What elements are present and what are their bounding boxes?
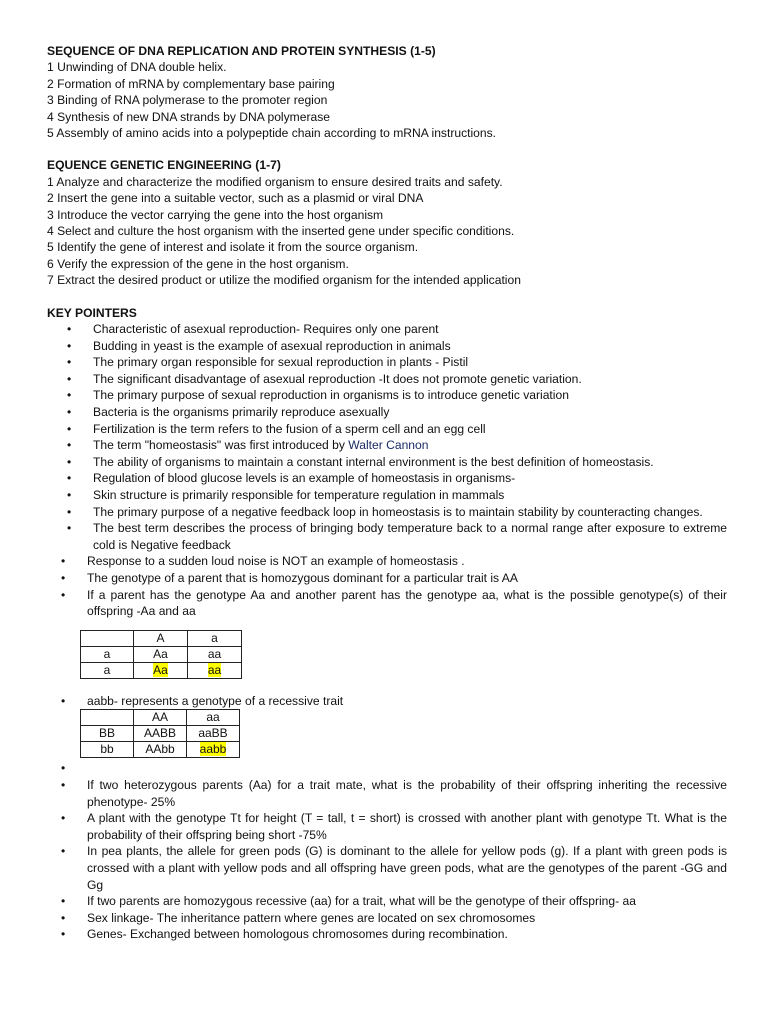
bullet-icon: • <box>61 571 66 585</box>
bullet-icon: • <box>67 521 72 536</box>
list-item: • Sex linkage- The inheritance pattern where genes are located on sex chromosomes <box>61 910 536 925</box>
ge-step-1: 1 Analyze and characterize the modified organism to ensure desired traits and safety. <box>47 174 503 189</box>
bullet-icon: • <box>67 371 72 386</box>
list-item <box>47 760 727 777</box>
key-pointers-list <box>47 321 727 553</box>
table-cell: aa <box>188 646 242 662</box>
bullet-icon: • <box>61 554 66 569</box>
list-item: • The significant disadvantage of asexual reproduction -It does not promote genetic variation. <box>67 371 582 386</box>
table-cell: aa <box>187 710 240 726</box>
bullet-icon: • <box>67 471 72 486</box>
aabb-list <box>47 693 727 710</box>
list-item: • The genotype of a parent that is homozygous dominant for a particular trait is AA <box>61 571 518 585</box>
ge-step-2: 2 Insert the gene into a suitable vector, such as a plasmid or viral DNA <box>47 191 424 206</box>
dna-step-4: 4 Synthesis of new DNA strands by DNA polymerase <box>47 109 330 124</box>
table-cell: aaBB <box>187 726 240 742</box>
list-item: • Characteristic of asexual reproduction- Requires only one parent <box>67 322 439 337</box>
list-item: • The term "homeostasis" was first introduced by Walter Cannon <box>67 438 429 453</box>
ge-step-6: 6 Verify the expression of the gene in the host organism. <box>47 256 349 271</box>
table-row <box>81 662 242 678</box>
table-row <box>81 742 240 758</box>
table-cell <box>187 742 240 758</box>
list-item: • The primary purpose of a negative feedback loop in homeostasis is to maintain stability by counteracting changes. <box>67 504 703 519</box>
highlighted-genotype: Aa <box>153 662 168 677</box>
table-cell: AA <box>134 710 187 726</box>
list-item: • A plant with the genotype Tt for height (T = tall, t = short) is crossed with another plant with genotype Tt. What is the probability of their offspring being short -75% <box>61 811 727 842</box>
bullet-icon: • <box>61 844 66 859</box>
punnett-square-aa <box>80 630 242 679</box>
list-item: • Budding in yeast is the example of asexual reproduction in animals <box>67 338 451 353</box>
table-cell: AAbb <box>134 742 187 758</box>
key-pointers-heading: KEY POINTERS <box>47 305 137 320</box>
bullet-icon: • <box>61 927 66 942</box>
list-item: • If two heterozygous parents (Aa) for a trait mate, what is the probability of their offspring inheriting the recessive phenotype- 25% <box>61 777 727 809</box>
list-item: • Bacteria is the organisms primarily reproduce asexually <box>67 405 390 420</box>
table-cell: bb <box>81 742 134 758</box>
bullet-icon: • <box>67 405 72 420</box>
table-cell: BB <box>81 726 134 742</box>
list-item: • If a parent has the genotype Aa and another parent has the genotype aa, what is the possible genotype(s) of their offspring -Aa and aa <box>61 587 727 619</box>
table-cell: Aa <box>134 646 188 662</box>
list-item: • In pea plants, the allele for green pods (G) is dominant to the allele for yellow pods (g). If a plant with green pods is crossed with a plant with yellow pods and all offspring have green pods, what are the genotypes of the parent -GG and Gg <box>61 844 727 892</box>
bullet-icon: • <box>61 777 66 792</box>
table-cell: AABB <box>134 726 187 742</box>
list-item: • The primary purpose of sexual reproduction in organisms is to introduce genetic variation <box>67 388 569 403</box>
dna-step-3: 3 Binding of RNA polymerase to the promoter region <box>47 93 328 108</box>
bullet-icon: • <box>61 811 66 826</box>
list-item: • Response to a sudden loud noise is NOT an example of homeostasis . <box>61 554 465 569</box>
bullet-icon: • <box>67 504 72 519</box>
table-cell: a <box>81 646 134 662</box>
bullet-icon: • <box>67 421 72 436</box>
table-cell <box>81 630 134 646</box>
table-row <box>81 710 240 726</box>
ge-step-5: 5 Identify the gene of interest and isolate it from the source organism. <box>47 240 419 255</box>
list-item: • aabb- represents a genotype of a recessive trait <box>61 693 344 708</box>
bullet-icon: • <box>61 693 66 708</box>
bullet-icon: • <box>67 355 72 370</box>
list-item: • Regulation of blood glucose levels is an example of homeostasis in organisms- <box>67 471 516 486</box>
ge-step-4: 4 Select and culture the host organism with the inserted gene under specific conditions. <box>47 224 515 239</box>
bullet-icon: • <box>67 322 72 337</box>
highlighted-genotype: aa <box>207 662 222 677</box>
bullet-icon: • <box>67 388 72 403</box>
list-item: • The best term describes the process of bringing body temperature back to a normal range after exposure to extreme cold is Negative feedback <box>67 521 727 552</box>
bullet-icon: • <box>67 454 72 469</box>
walter-cannon-name: Walter Cannon <box>348 438 429 453</box>
table-cell: a <box>188 630 242 646</box>
genetic-engineering-heading: EQUENCE GENETIC ENGINEERING (1-7) <box>47 158 281 173</box>
highlighted-genotype: aabb <box>199 742 227 757</box>
table-cell <box>134 662 188 678</box>
dna-step-2: 2 Formation of mRNA by complementary base pairing <box>47 76 335 91</box>
list-item: • The primary organ responsible for sexual reproduction in plants - Pistil <box>67 355 469 370</box>
list-item: • The ability of organisms to maintain a constant internal environment is the best definition of homeostasis. <box>67 454 654 469</box>
list-item: • If two parents are homozygous recessive (aa) for a trait, what will be the genotype of their offspring- aa <box>61 894 636 909</box>
bullet-icon: • <box>67 488 72 503</box>
dna-step-5: 5 Assembly of amino acids into a polypeptide chain according to mRNA instructions. <box>47 126 497 141</box>
document-page <box>47 43 727 943</box>
table-cell <box>81 710 134 726</box>
list-item: • Fertilization is the term refers to the fusion of a sperm cell and an egg cell <box>67 421 486 436</box>
table-row <box>81 726 240 742</box>
table-cell: A <box>134 630 188 646</box>
dna-replication-heading: SEQUENCE OF DNA REPLICATION AND PROTEIN SYNTHESIS (1-5) <box>47 44 436 58</box>
bullet-icon: • <box>67 438 72 453</box>
table-cell <box>188 662 242 678</box>
bullet-icon: • <box>61 894 66 909</box>
ge-step-3: 3 Introduce the vector carrying the gene into the host organism <box>47 207 384 222</box>
punnett-square-aabb <box>80 709 240 758</box>
list-item: • Genes- Exchanged between homologous chromosomes during recombination. <box>61 927 508 942</box>
final-pointers-list <box>47 760 727 943</box>
list-item: • Skin structure is primarily responsible for temperature regulation in mammals <box>67 488 505 503</box>
bullet-icon: • <box>61 587 66 602</box>
table-row <box>81 630 242 646</box>
ge-step-7: 7 Extract the desired product or utilize the modified organism for the intended application <box>47 273 521 288</box>
bullet-icon: • <box>67 338 72 353</box>
bullet-icon: • <box>61 910 66 925</box>
table-cell: a <box>81 662 134 678</box>
table-row <box>81 646 242 662</box>
outer-pointers-list <box>47 553 727 619</box>
bullet-icon: • <box>61 761 66 776</box>
dna-step-1: 1 Unwinding of DNA double helix. <box>47 60 227 75</box>
